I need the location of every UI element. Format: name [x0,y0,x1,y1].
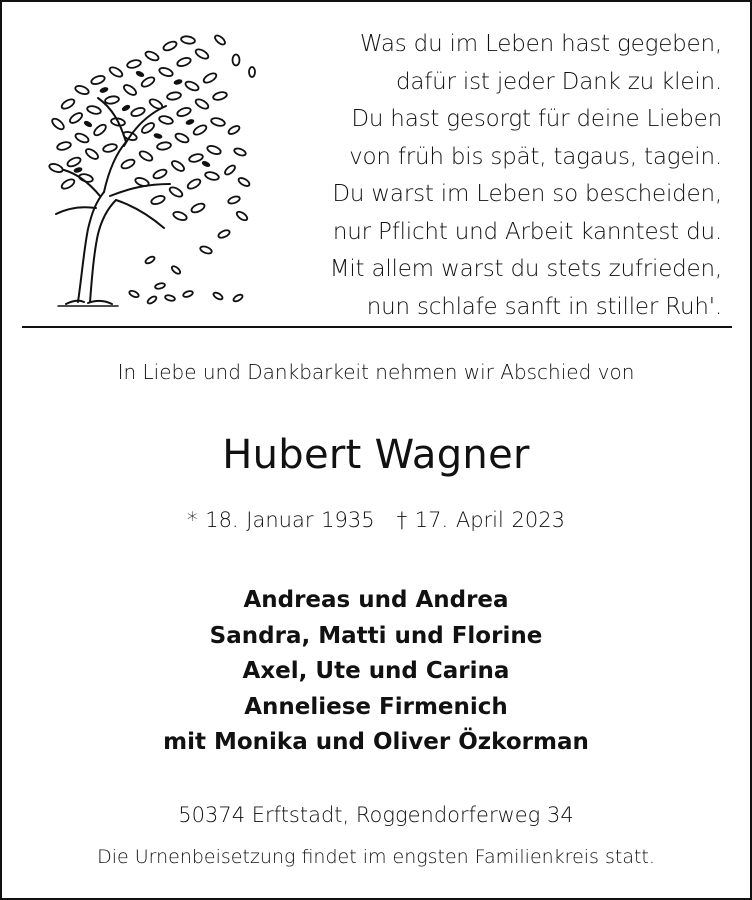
life-dates [0,508,752,532]
divider-rule [22,326,732,328]
death-date: † 17. April 2023 [396,508,565,532]
mourner-entry: mit Monika und Oliver Özkorman [163,729,589,755]
birth-date: * 18. Januar 1935 [187,508,375,532]
windblown-tree-icon [38,24,278,314]
mourner-entry: Andreas und Andrea [243,587,509,613]
mourners-list [0,583,752,761]
mourner-entry: Anneliese Firmenich [244,693,508,720]
poem-line: Mit allem warst du stets zufrieden, [329,256,722,282]
poem-line: Du hast gesorgt für deine Lieben [351,106,722,132]
poem-line: nur Pflicht und Arbeit kanntest du. [332,218,722,245]
memorial-poem [292,26,722,326]
deceased-name: Hubert Wagner [222,432,530,478]
mourner-entry: Axel, Ute und Carina [242,658,510,684]
poem-line: nun schlafe sanft in stiller Ruh'. [366,293,722,320]
poem-line: von früh bis spät, tagaus, tagein. [349,143,722,170]
poem-line: Was du im Leben hast gegeben, [359,31,722,57]
poem-line: dafür ist jeder Dank zu klein. [395,68,722,95]
mourner-entry: Sandra, Matti und Florine [209,622,543,649]
farewell-intro: In Liebe und Dankbarkeit nehmen wir Abschied von [117,360,635,384]
burial-note: Die Urnenbeisetzung findet im engsten Familienkreis statt. [97,846,655,868]
poem-line: Du warst im Leben so bescheiden, [332,181,722,207]
mourning-address: 50374 Erftstadt, Roggendorferweg 34 [178,803,574,827]
